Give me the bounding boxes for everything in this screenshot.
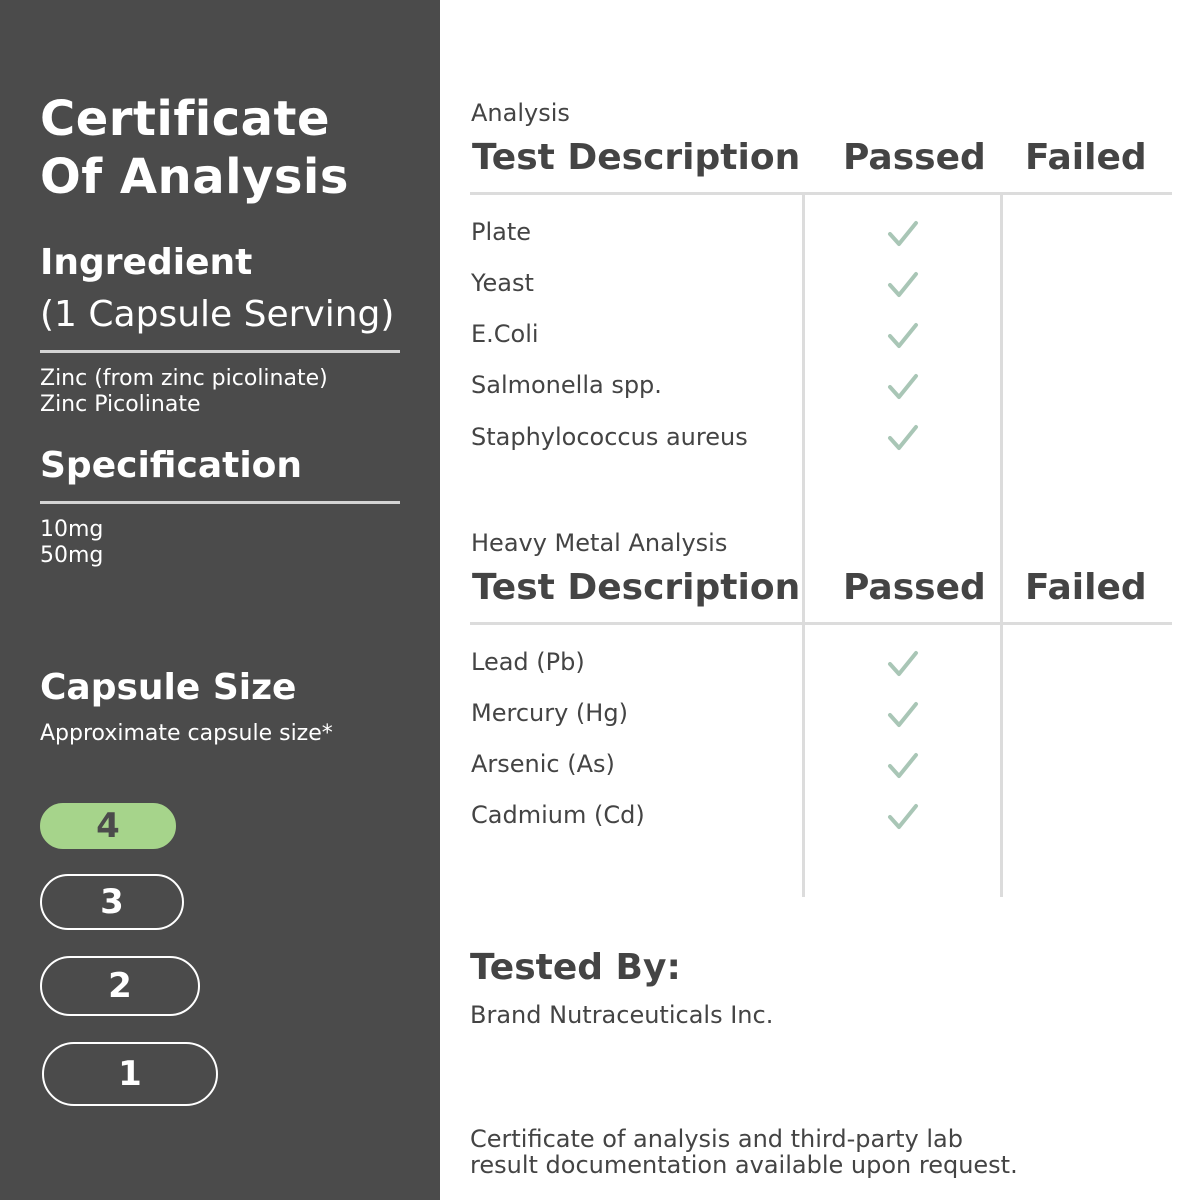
- analysis-row-plate: Plate: [471, 218, 532, 246]
- capsule-size-3[interactable]: 3: [40, 874, 184, 930]
- heavy-metal-header-failed: Failed: [1025, 567, 1147, 608]
- analysis-header-description: Test Description: [472, 137, 801, 178]
- analysis-column-divider-2: [1000, 195, 1003, 501]
- capsule-size-2[interactable]: 2: [40, 956, 200, 1016]
- capsule-size-note: Approximate capsule size*: [40, 721, 333, 746]
- page-title: [40, 90, 349, 206]
- ingredient-subheading: (1 Capsule Serving): [40, 294, 395, 335]
- specification-list: [40, 517, 103, 569]
- specification-divider: [40, 501, 400, 504]
- title-line-2: Of Analysis: [40, 149, 349, 205]
- heavy-metal-header-divider: [470, 622, 1172, 625]
- ingredient-list: [40, 366, 328, 418]
- checkmark-icon: [886, 372, 920, 402]
- checkmark-icon: [886, 700, 920, 730]
- analysis-row-yeast: Yeast: [471, 269, 534, 297]
- checkmark-icon: [886, 802, 920, 832]
- checkmark-icon: [886, 423, 920, 453]
- ingredient-item: Zinc Picolinate: [40, 392, 201, 417]
- analysis-header-failed: Failed: [1025, 137, 1147, 178]
- heavy-metal-column-divider-2: [1000, 500, 1003, 897]
- heavy-metal-column-divider-1: [802, 500, 805, 897]
- heavy-metal-section-label: Heavy Metal Analysis: [471, 529, 728, 557]
- tested-by-name: Brand Nutraceuticals Inc.: [470, 1001, 774, 1029]
- capsule-size-1[interactable]: 1: [42, 1042, 218, 1106]
- checkmark-icon: [886, 219, 920, 249]
- analysis-row-salmonella: Salmonella spp.: [471, 371, 662, 399]
- title-line-1: Certificate: [40, 91, 331, 147]
- checkmark-icon: [886, 321, 920, 351]
- footer-line-1: Certificate of analysis and third-party lab: [470, 1125, 963, 1153]
- heavy-metal-header-passed: Passed: [843, 567, 986, 608]
- specification-item: 10mg: [40, 517, 104, 542]
- ingredient-divider: [40, 350, 400, 353]
- analysis-header-passed: Passed: [843, 137, 986, 178]
- capsule-size-heading: Capsule Size: [40, 667, 297, 708]
- footer-line-2: result documentation available upon request.: [470, 1151, 1018, 1179]
- specification-item: 50mg: [40, 543, 104, 568]
- left-panel: [0, 0, 440, 1200]
- ingredient-heading: Ingredient: [40, 242, 253, 283]
- footer-note: [470, 1126, 1170, 1178]
- ingredient-item: Zinc (from zinc picolinate): [40, 366, 328, 391]
- analysis-section-label: Analysis: [471, 99, 570, 127]
- heavy-metal-row-arsenic: Arsenic (As): [471, 750, 615, 778]
- heavy-metal-header-description: Test Description: [472, 567, 801, 608]
- analysis-row-ecoli: E.Coli: [471, 320, 539, 348]
- checkmark-icon: [886, 649, 920, 679]
- analysis-column-divider-1: [802, 195, 805, 501]
- analysis-row-staphylococcus: Staphylococcus aureus: [471, 423, 748, 451]
- heavy-metal-row-mercury: Mercury (Hg): [471, 699, 628, 727]
- checkmark-icon: [886, 270, 920, 300]
- specification-heading: Specification: [40, 445, 303, 486]
- capsule-size-4[interactable]: 4: [40, 803, 176, 849]
- analysis-header-divider: [470, 192, 1172, 195]
- tested-by-heading: Tested By:: [470, 947, 681, 988]
- heavy-metal-row-cadmium: Cadmium (Cd): [471, 801, 645, 829]
- checkmark-icon: [886, 751, 920, 781]
- heavy-metal-row-lead: Lead (Pb): [471, 648, 585, 676]
